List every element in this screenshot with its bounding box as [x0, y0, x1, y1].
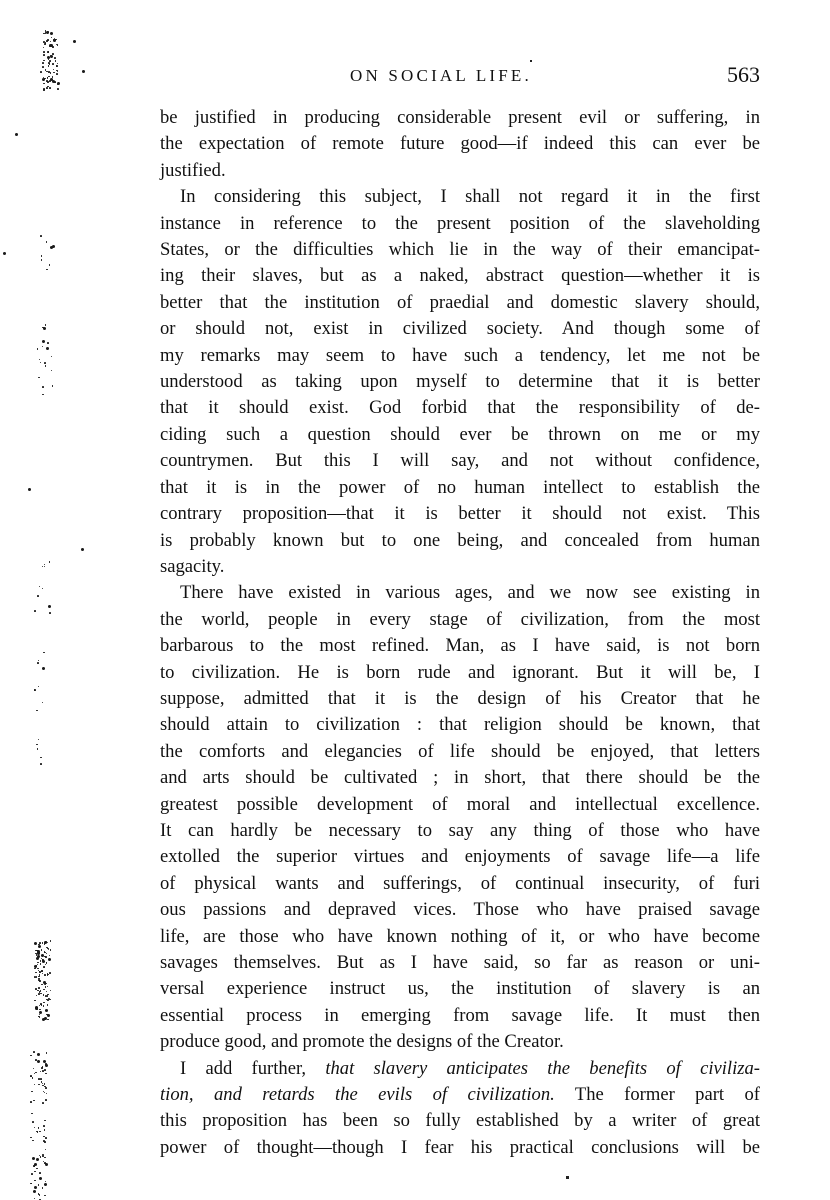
text-line: be justified in producing considerable present evil or suffering, in [160, 107, 760, 128]
running-title: ON SOCIAL LIFE. [350, 66, 532, 85]
italic-emphasis: that slavery anticipates the benefits of civiliza- [325, 1057, 760, 1079]
text-line: versal experience instruct us, the institution of slavery is an [160, 978, 760, 1000]
text-line: greatest possible development of moral and intellectual excellence. [160, 793, 760, 815]
text-line: savages themselves. But as I have said, so far as reason or uni- [160, 952, 760, 973]
text-line: contrary proposition—that it is better it should not exist. This [160, 503, 760, 525]
text-line: States, or the difficulties which lie in the way of their emancipat- [160, 239, 760, 261]
text-run: I add further, [180, 1057, 326, 1079]
text-line: that it should exist. God forbid that the responsibility of de- [160, 397, 760, 419]
text-line: or should not, exist in civilized society. And though some of [160, 318, 760, 340]
text-line: should attain to civilization : that religion should be known, that [160, 714, 760, 736]
page-number: 563 [727, 62, 760, 87]
paragraph-4 [160, 1056, 760, 1162]
italic-emphasis: tion, and retards the evils of civilization. [160, 1084, 555, 1106]
text-line: better that the institution of praedial and domestic slavery should, [160, 291, 760, 313]
text-line [160, 1135, 760, 1161]
text-line: extolled the superior virtues and enjoyments of savage life—a life [160, 846, 760, 868]
text-line: barbarous to the most refined. Man, as I have said, is not born [160, 635, 760, 657]
paragraph-3 [160, 580, 760, 1055]
text-line: ous passions and depraved vices. Those who have praised savage [160, 899, 760, 921]
text-line: essential process in emerging from savage life. It must then [160, 1004, 760, 1026]
text-line: the expectation of remote future good—if indeed this can ever be [160, 133, 760, 155]
paragraph-2 [160, 184, 760, 580]
body-text [160, 105, 760, 1161]
text-line: justified. [160, 159, 226, 181]
text-line: produce good, and promote the designs of the Creator. [160, 1031, 564, 1053]
scan-speck [566, 1176, 569, 1179]
text-line: the comforts and elegancies of life should be enjoyed, that letters [160, 740, 760, 762]
text-line: my remarks may seem to have such a tendency, let me not be [160, 344, 760, 366]
text-line: and arts should be cultivated ; in short, that there should be the [160, 767, 760, 789]
text-line: is probably known but to one being, and concealed from human [160, 529, 760, 551]
text-run: power of thought—though I fear his practical conclusions will be [160, 1136, 760, 1158]
text-run: The former part of [554, 1084, 760, 1106]
text-line [160, 1056, 760, 1082]
text-line: life, are those who have known nothing of it, or who have become [160, 925, 760, 947]
text-line: It can hardly be necessary to say any thing of those who have [160, 819, 760, 841]
text-line: In considering this subject, I shall not regard it in the first [180, 186, 760, 208]
text-line: that it is in the power of no human intellect to establish the [160, 476, 760, 498]
text-line: understood as taking upon myself to determine that it is better [160, 371, 760, 393]
text-line: of physical wants and sufferings, of continual insecurity, of furi [160, 872, 760, 894]
scan-margin-noise [0, 0, 110, 1200]
running-head [160, 62, 760, 92]
text-line [160, 1108, 760, 1134]
paragraph-1 [160, 105, 760, 184]
text-line: There have existed in various ages, and we now see existing in [180, 582, 760, 604]
text-run: this proposition has been so fully established by a writer of great [160, 1110, 760, 1132]
text-line: suppose, admitted that it is the design of his Creator that he [160, 687, 760, 709]
text-line: ciding such a question should ever be thrown on me or my [160, 423, 760, 445]
text-line [160, 1082, 760, 1108]
text-line: instance in reference to the present position of the slaveholding [160, 212, 760, 234]
text-line: sagacity. [160, 555, 225, 577]
text-line: the world, people in every stage of civilization, from the most [160, 608, 760, 630]
text-line: ing their slaves, but as a naked, abstract question—whether it is [160, 265, 760, 287]
text-line: to civilization. He is born rude and ignorant. But it will be, I [160, 661, 760, 683]
text-line: countrymen. But this I will say, and not without confidence, [160, 450, 760, 472]
scan-speck [530, 60, 532, 62]
